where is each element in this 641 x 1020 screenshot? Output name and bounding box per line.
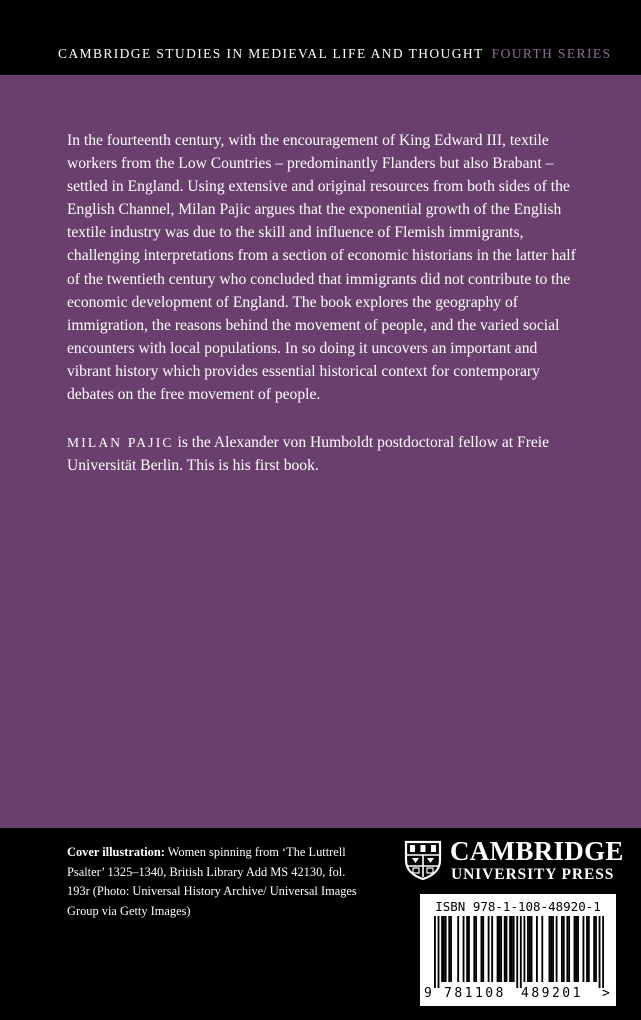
cover-illustration-credit	[67, 843, 357, 921]
barcode-bars	[434, 916, 604, 988]
barcode-end-mark: >	[602, 986, 610, 1001]
barcode-bar	[527, 916, 529, 982]
barcode-bar	[475, 916, 477, 982]
barcode-left-group: 781108	[444, 986, 506, 1001]
barcode-bar	[445, 916, 447, 982]
barcode-bar	[549, 916, 551, 982]
author-bio	[67, 431, 583, 477]
barcode-bar	[520, 916, 522, 988]
barcode-bar	[497, 916, 499, 982]
barcode-bar	[602, 916, 604, 988]
barcode-bar	[568, 916, 570, 982]
barcode-bar	[463, 916, 465, 982]
barcode-bar	[566, 916, 568, 982]
barcode-bar	[583, 916, 585, 982]
series-name: CAMBRIDGE STUDIES IN MEDIEVAL LIFE AND THOUGHT	[58, 46, 484, 61]
publisher-name: CAMBRIDGE	[450, 836, 624, 866]
barcode-bar	[563, 916, 565, 982]
barcode-bar	[457, 916, 459, 982]
barcode-bar	[541, 916, 543, 982]
barcode-bar	[588, 916, 590, 982]
cover-illustration-text: Women spinning from ‘The Luttrell Psalter’ 1325–1340, British Library Add MS 42130, fol. 193r (Photo: Universal History Archive/ Universal Images Group via Getty Images)	[67, 845, 357, 918]
series-title	[58, 46, 611, 62]
author-bio-text: is the Alexander von Humboldt postdoctoral fellow at Freie Universität Berlin. This is his first book.	[67, 434, 550, 475]
barcode-bar	[441, 916, 443, 982]
barcode-bar	[491, 916, 493, 982]
barcode-bar	[468, 916, 470, 982]
barcode-bar	[593, 916, 595, 982]
barcode-bar	[575, 916, 577, 982]
barcode-bar	[531, 916, 533, 982]
barcode-bar	[500, 916, 502, 982]
barcode-bar	[523, 916, 525, 982]
barcode-bar	[482, 916, 484, 982]
publisher-logo	[404, 836, 624, 886]
barcode-bar	[481, 916, 483, 982]
barcode-bar	[466, 916, 468, 982]
isbn-barcode	[420, 894, 616, 1006]
barcode-bar	[443, 916, 445, 982]
barcode-bar	[561, 916, 563, 982]
author-name: MILAN PAJIC	[67, 435, 174, 450]
barcode-bar	[448, 916, 450, 982]
isbn-label: ISBN 978-1-108-48920-1	[435, 899, 601, 914]
barcode-bar	[509, 916, 511, 982]
barcode-bar	[506, 916, 508, 982]
barcode-bar	[511, 916, 513, 982]
barcode-bar	[574, 916, 576, 982]
barcode-first-digit: 9	[424, 986, 432, 1001]
barcode-bar	[450, 916, 452, 982]
series-band	[0, 0, 641, 75]
barcode-bar	[536, 916, 538, 982]
cambridge-shield-icon	[404, 840, 442, 880]
barcode-bar	[498, 916, 500, 982]
barcode-bar	[599, 916, 601, 988]
barcode-bar	[529, 916, 531, 982]
barcode-bar	[513, 916, 515, 982]
barcode-bar	[550, 916, 552, 982]
series-subtitle: FOURTH SERIES	[491, 46, 612, 61]
barcode-bar	[595, 916, 597, 982]
barcode-bar	[552, 916, 554, 982]
publisher-subtitle: UNIVERSITY PRESS	[451, 866, 615, 883]
barcode-bar	[488, 916, 490, 982]
barcode-bar	[586, 916, 588, 982]
barcode-right-group: 489201	[521, 986, 583, 1001]
barcode-bar	[516, 916, 518, 988]
cover-illustration-label: Cover illustration:	[67, 845, 165, 859]
barcode-bar	[504, 916, 506, 982]
barcode-bar	[577, 916, 579, 982]
barcode-bar	[438, 916, 440, 988]
barcode-bar	[556, 916, 558, 982]
barcode-bar	[473, 916, 475, 982]
book-blurb: In the fourteenth century, with the encouragement of King Edward III, textile workers from the Low Countries – predominantly Flanders but also Brabant – settled in England. Using extensive and original resources from both sides of the English Channel, Milan Pajic argues that the exponential growth of the English textile industry was due to the skill and influence of Flemish immigrants, challenging interpretations from a section of economic historians in the latter half of the twentieth century who concluded that immigrants did not contribute to the economic development of England. The book explores the geography of immigration, the reasons behind the movement of people, and the varied social encounters with local populations. In so doing it uncovers an important and vibrant history which provides essential historical context for contemporary debates on the free movement of people.	[67, 132, 576, 404]
barcode-bar	[434, 916, 436, 988]
